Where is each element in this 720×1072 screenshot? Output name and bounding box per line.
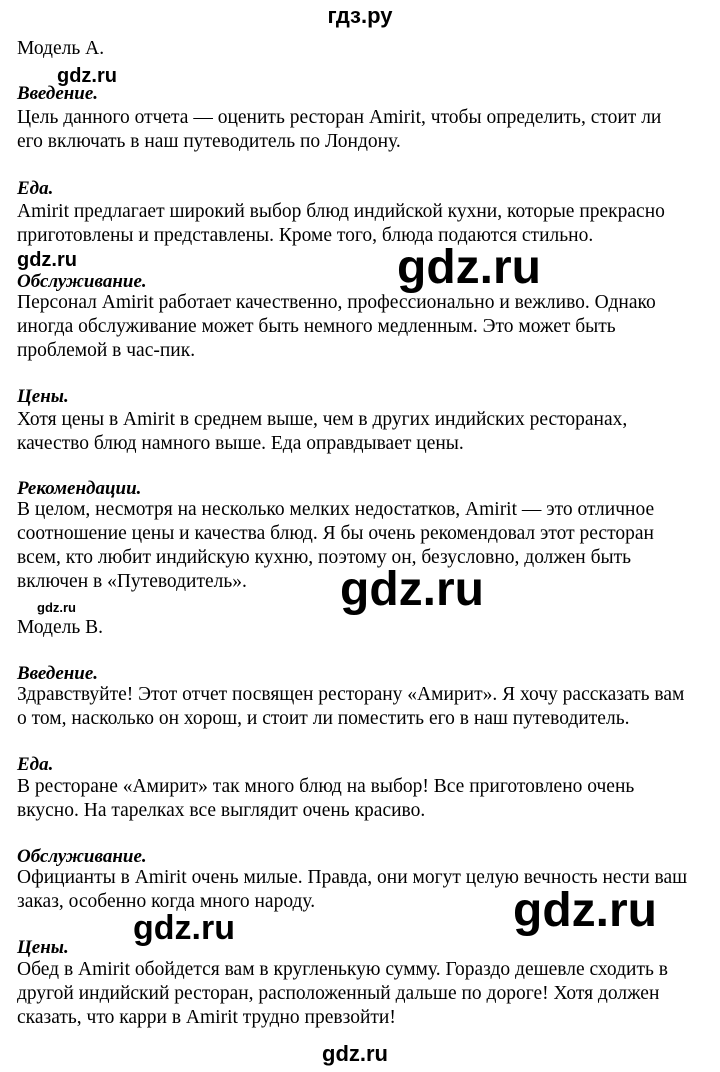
section-heading: Цены. bbox=[17, 386, 69, 407]
watermark: gdz.ru bbox=[17, 249, 77, 271]
section-heading: Введение. bbox=[17, 83, 99, 104]
body-line: его включать в наш путеводитель по Лондону. bbox=[17, 131, 401, 152]
model-a-label: Модель А. bbox=[17, 38, 105, 59]
body-line: Официанты в Amirit очень милые. Правда, они могут целую вечность нести ваш bbox=[17, 867, 688, 888]
body-line: В целом, несмотря на несколько мелких недостатков, Amirit — это отличное bbox=[17, 499, 655, 520]
body-line: заказ, особенно когда много народу. bbox=[17, 891, 316, 912]
watermark: gdz.ru bbox=[133, 909, 235, 947]
body-line: сказать, что карри в Amirit трудно превзойти! bbox=[17, 1007, 396, 1028]
body-line: включен в «Путеводитель». bbox=[17, 571, 247, 592]
body-line: Amirit предлагает широкий выбор блюд индийской кухни, которые прекрасно bbox=[17, 201, 665, 222]
watermark: gdz.ru bbox=[397, 241, 541, 294]
body-line: проблемой в час-пик. bbox=[17, 340, 196, 361]
body-line: В ресторане «Амирит» так много блюд на выбор! Все приготовлено очень bbox=[17, 776, 635, 797]
section-heading: Обслуживание. bbox=[17, 846, 147, 867]
body-line: всем, кто любит индийскую кухню, поэтому он, безусловно, должен быть bbox=[17, 547, 632, 568]
body-line: другой индийский ресторан, расположенный дальше по дороге! Хотя должен bbox=[17, 983, 660, 1004]
site-header: гдз.ру bbox=[327, 3, 393, 28]
section-heading: Введение. bbox=[17, 663, 99, 684]
model-b-label: Модель В. bbox=[17, 617, 103, 638]
body-line: Обед в Amirit обойдется вам в кругленькую сумму. Гораздо дешевле сходить в bbox=[17, 959, 668, 980]
section-heading: Еда. bbox=[17, 178, 54, 199]
body-line: соотношение цены и качества блюд. Я бы очень рекомендовал этот ресторан bbox=[17, 523, 654, 544]
section-heading: Обслуживание. bbox=[17, 271, 147, 292]
section-heading: Еда. bbox=[17, 754, 54, 775]
watermark: gdz.ru bbox=[513, 884, 657, 937]
body-line: вкусно. На тарелках все выглядит очень красиво. bbox=[17, 800, 426, 821]
watermark: gdz.ru bbox=[340, 563, 484, 616]
body-line: Хотя цены в Amirit в среднем выше, чем в других индийских ресторанах, bbox=[17, 409, 628, 430]
body-line: о том, насколько он хорош, и стоит ли поместить его в наш путеводитель. bbox=[17, 708, 630, 729]
section-heading: Цены. bbox=[17, 937, 69, 958]
body-line: Персонал Amirit работает качественно, профессионально и вежливо. Однако bbox=[17, 292, 656, 313]
section-heading: Рекомендации. bbox=[17, 478, 142, 499]
body-line: иногда обслуживание может быть немного медленным. Это может быть bbox=[17, 316, 616, 337]
body-line: приготовлены и представлены. Кроме того, блюда подаются стильно. bbox=[17, 225, 594, 246]
footer-watermark: gdz.ru bbox=[322, 1041, 388, 1066]
watermark: gdz.ru bbox=[57, 65, 117, 87]
body-line: Здравствуйте! Этот отчет посвящен ресторану «Амирит». Я хочу рассказать вам bbox=[17, 684, 685, 705]
body-line: Цель данного отчета — оценить ресторан Amirit, чтобы определить, стоит ли bbox=[17, 107, 662, 128]
body-line: качество блюд намного выше. Еда оправдывает цены. bbox=[17, 433, 464, 454]
watermark: gdz.ru bbox=[37, 600, 76, 615]
